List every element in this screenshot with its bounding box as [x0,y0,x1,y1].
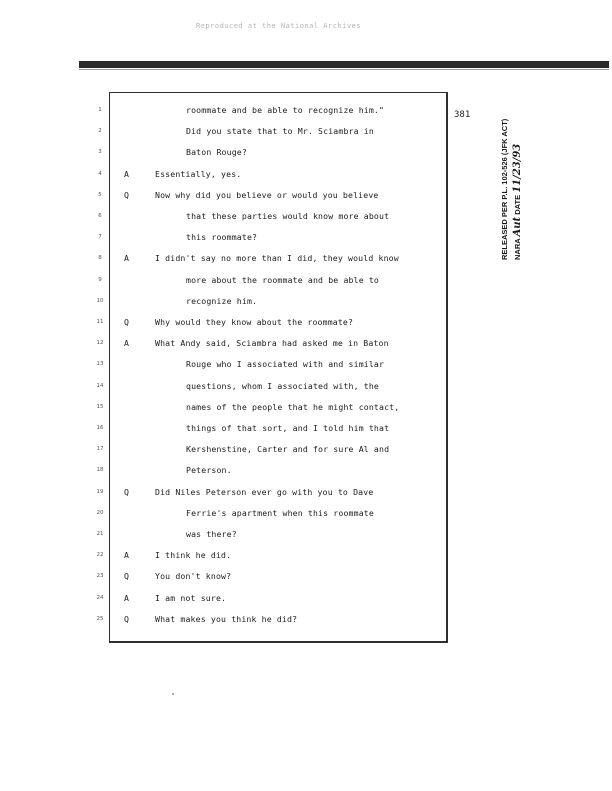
line-number: 9 [98,276,102,283]
line-text: names of the people that he might contact, [186,401,400,412]
speaker-label: Q [124,571,129,582]
speaker-label: Q [124,613,129,624]
line-number: 24 [96,594,104,601]
line-number: 2 [98,128,102,135]
line-number: 6 [98,213,102,219]
line-number: 12 [96,340,104,347]
transcript-line [0,104,612,118]
release-stamp-line: RELEASED PER P.L. 102-526 (JFK ACT) [500,118,509,260]
line-number: 15 [96,403,104,410]
line-number: 17 [96,446,104,453]
line-number: 18 [96,467,104,474]
speaker-label: A [124,550,129,561]
line-text: roommate and be able to recognize him." [186,105,385,115]
line-text: I didn't say no more than I did, they would know [155,253,399,264]
transcript-line [0,189,612,203]
page-number: 381 [454,110,471,120]
line-number: 22 [96,552,104,559]
speaker-label: Q [124,189,129,200]
speaker-label: A [124,168,129,179]
transcript-line [0,125,612,139]
transcript-line [0,358,612,372]
transcript-line [0,337,612,351]
transcript-line [0,592,612,606]
transcript-line [0,422,612,436]
line-number: 7 [98,234,102,241]
scan-speck [172,693,174,695]
line-number: 11 [96,319,104,325]
line-text: You don't know? [155,571,232,582]
transcript-line [0,252,612,266]
line-text: this roommate? [186,232,258,243]
line-text: was there? [186,529,237,539]
line-number: 25 [96,615,104,622]
transcript-line [0,231,612,245]
transcript-line [0,210,612,224]
line-text: Now why did you believe or would you believe [155,189,379,200]
line-text: Essentially, yes. [155,168,242,179]
top-rule-bar [79,61,609,68]
line-text: Kershenstine, Carter and for sure Al and [186,444,390,455]
transcript-line [0,168,612,182]
line-text: that these parties would know more about [186,211,390,221]
nara-initials: Aut [512,216,523,237]
line-number: 5 [98,191,102,198]
line-number: 1 [98,107,102,113]
line-number: 4 [98,170,102,177]
line-number: 10 [96,297,104,304]
line-number: 21 [96,531,104,537]
transcript-line [0,295,612,309]
line-text: recognize him. [186,295,258,306]
transcript-line [0,486,612,500]
line-text: I think he did. [155,550,232,561]
line-text: What makes you think he did? [155,613,298,624]
transcript-line [0,528,612,542]
speaker-label: Q [124,317,129,327]
line-text: questions, whom I associated with, the [186,380,380,391]
transcript-line [0,380,612,394]
nara-label: NARA [513,238,522,260]
transcript-line [0,316,612,330]
date-value: 11/23/93 [512,143,523,193]
line-number: 3 [98,149,102,156]
line-text: Did Niles Peterson ever go with you to Dave [155,486,374,497]
line-text: Rouge who I associated with and similar [186,359,385,370]
speaker-label: A [124,338,129,349]
line-text: I am not sure. [155,592,227,603]
line-text: Did you state that to Mr. Sciambra in [186,126,374,137]
line-text: things of that sort, and I told him that [186,423,390,433]
line-text: Peterson. [186,465,232,476]
transcript-line [0,401,612,415]
line-number: 20 [96,509,104,516]
speaker-label: A [124,253,129,264]
top-rule-thin [79,69,609,70]
transcript-line [0,464,612,478]
speaker-label: Q [124,486,129,497]
line-number: 13 [96,361,104,368]
transcript-line [0,549,612,563]
date-label: DATE [513,194,522,215]
archives-header-note: Reproduced at the National Archives [196,22,362,30]
line-number: 16 [96,425,104,431]
transcript-line [0,274,612,288]
transcript-line [0,146,612,160]
transcript-line [0,613,612,627]
line-number: 19 [96,488,104,495]
speaker-label: A [124,592,129,603]
line-text: Why would they know about the roommate? [155,317,354,327]
line-text: more about the roommate and be able to [186,274,380,285]
line-number: 23 [96,573,104,580]
line-number: 8 [98,255,102,262]
line-number: 14 [96,382,104,389]
transcript-line [0,507,612,521]
line-text: Baton Rouge? [186,147,247,158]
transcript-line [0,443,612,457]
line-text: What Andy said, Sciambra had asked me in Baton [155,338,389,349]
transcript-line [0,570,612,584]
line-text: Ferrie's apartment when this roommate [186,507,374,518]
